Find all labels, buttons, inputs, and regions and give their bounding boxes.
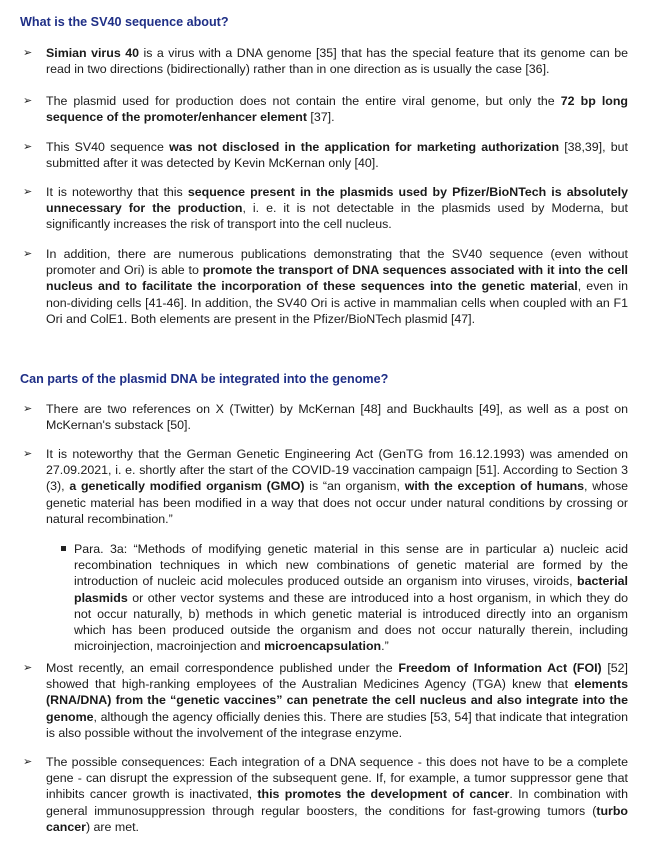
paragraph-text (46, 401, 628, 433)
paragraph-text (46, 139, 628, 171)
section-heading-plasmid: Can parts of the plasmid DNA be integrated into the genome? (20, 372, 389, 386)
list-item (20, 446, 628, 527)
text-run: , i. e. it is not detectable in the plasmids used by Moderna, but significantly increases the risk of transport into the cell nucleus. (46, 201, 629, 232)
paragraph-text (46, 660, 628, 741)
text-run: , although the agency officially denies this. There are studies [53, 54] that indicate that integration is also possible without the involvement of the integrase enzyme. (46, 709, 628, 740)
text-run: The possible consequences: Each integration of a DNA sequence - this does not have to be a complete gene - can disrupt the expression of the subsequent gene. If, for example, a tumor suppressor gene that inhibits cancer growth is inactivated, (46, 755, 628, 802)
text-run: Para. 3a: “Methods of modifying genetic material in this sense are in particular a) nucleic acid recombination techniques in which new combinations of genetic material are formed by the introduction of nucleic acid molecules produced outside an organism into viruses, viroids, (74, 542, 628, 589)
text-run: .” (381, 639, 389, 654)
text-run: , even in non-dividing cells [41-46]. In addition, the SV40 Ori is active in mammalian cells when coupled with an F1 Ori and ColE1. Both elements are present in the Pfizer/BioNTech plasmid [47]. (46, 279, 628, 326)
bold-text: sequence present in the plasmids used by Pfizer/BioNTech is absolutely unnecessary for the production (46, 185, 628, 216)
text-run: There are two references on X (Twitter) by McKernan [48] and Buckhaults [49], as well as a post on McKernan's substack [50]. (46, 402, 628, 433)
sub-list-item (64, 541, 628, 654)
bold-text: elements (RNA/DNA) from the “genetic vaccines” can penetrate the cell nucleus and also integrate into the genome (46, 677, 628, 724)
text-run: In addition, there are numerous publications demonstrating that the SV40 sequence (even without promoter and Ori) is able to (46, 247, 628, 278)
arrow-bullet-icon: ➢ (23, 661, 33, 674)
text-run: is a virus with a DNA genome [35] that has the special feature that its genome can be read in two directions (bidirectionally) rather than in one direction as is usually the case [36]. (46, 46, 628, 77)
arrow-bullet-icon: ➢ (23, 247, 33, 260)
text-run: [38,39], but submitted after it was detected by Kevin McKernan only [40]. (46, 140, 628, 171)
list-item (20, 45, 628, 77)
arrow-bullet-icon: ➢ (23, 140, 33, 153)
paragraph-text (46, 754, 628, 835)
list-item (20, 139, 628, 171)
bold-text: this promotes the development of cancer (257, 787, 510, 802)
list-item (20, 660, 628, 741)
text-run: Most recently, an email correspondence published under the (46, 661, 399, 675)
paragraph-text (46, 184, 628, 233)
paragraph-text (46, 246, 628, 327)
text-run: It is noteworthy that this (46, 185, 188, 199)
bold-text: with the exception of humans (404, 479, 585, 494)
arrow-bullet-icon: ➢ (23, 755, 33, 768)
paragraph-text (46, 446, 628, 527)
section-heading-sv40: What is the SV40 sequence about? (20, 15, 229, 29)
text-run: or other vector systems and these are introduced into a host organism, in which they do not occur naturally, b) methods in which genetic material is introduced directly into an organism which has been produced outside the organism and does not occur naturally therein, including microinjection, macroinjection and (74, 590, 628, 654)
arrow-bullet-icon: ➢ (23, 46, 33, 59)
paragraph-text (74, 541, 628, 654)
list-item (20, 401, 628, 433)
text-run: This SV40 sequence (46, 140, 170, 154)
list-item (20, 754, 628, 835)
arrow-bullet-icon: ➢ (23, 94, 33, 107)
bold-text: promote the transport of DNA sequences associated with it into the cell nucleus and to facilitate the incorporation of these sequences into the genetic material (46, 263, 629, 294)
bold-text: a genetically modified organism (GMO) (69, 479, 305, 494)
bold-text: was not disclosed in the application for marketing authorization (169, 140, 560, 154)
text-run: The plasmid used for production does not contain the entire viral genome, but only the (46, 94, 561, 108)
text-run: It is noteworthy that the German Genetic Engineering Act (GenTG from 16.12.1993) was amended on 27.09.2021, i. e. shortly after the start of the COVID-19 vaccination campaign [51]. According to Section 3 (3), (46, 447, 628, 494)
text-run: [52] showed that high-ranking employees of the Australian Medicines Agency (TGA) knew that (46, 661, 628, 692)
bold-text: microencapsulation (264, 639, 382, 654)
square-bullet-icon (61, 546, 66, 551)
arrow-bullet-icon: ➢ (23, 447, 33, 460)
text-run: is “an organism, (304, 479, 405, 494)
text-run: . In combination with general immunosuppression through regular boosters, the conditions for fast-growing tumors ( (46, 787, 629, 818)
paragraph-text (46, 93, 628, 125)
text-run: ) are met. (85, 819, 139, 834)
bold-text: Simian virus 40 (46, 46, 139, 60)
arrow-bullet-icon: ➢ (23, 185, 33, 198)
list-item (20, 184, 628, 233)
bold-text: bacterial plasmids (74, 574, 628, 605)
bold-text: 72 bp long sequence of the promoter/enhancer element (46, 94, 628, 125)
text-run: , whose genetic material has been modified in a way that does not occur under natural conditions by crossing or natural recombination.” (46, 479, 629, 526)
bold-text: turbo cancer (46, 803, 628, 834)
paragraph-text (46, 45, 628, 77)
text-run: [37]. (306, 110, 335, 125)
bold-text: Freedom of Information Act (FOI) (398, 661, 602, 675)
list-item (20, 246, 628, 327)
arrow-bullet-icon: ➢ (23, 402, 33, 415)
list-item (20, 93, 628, 125)
